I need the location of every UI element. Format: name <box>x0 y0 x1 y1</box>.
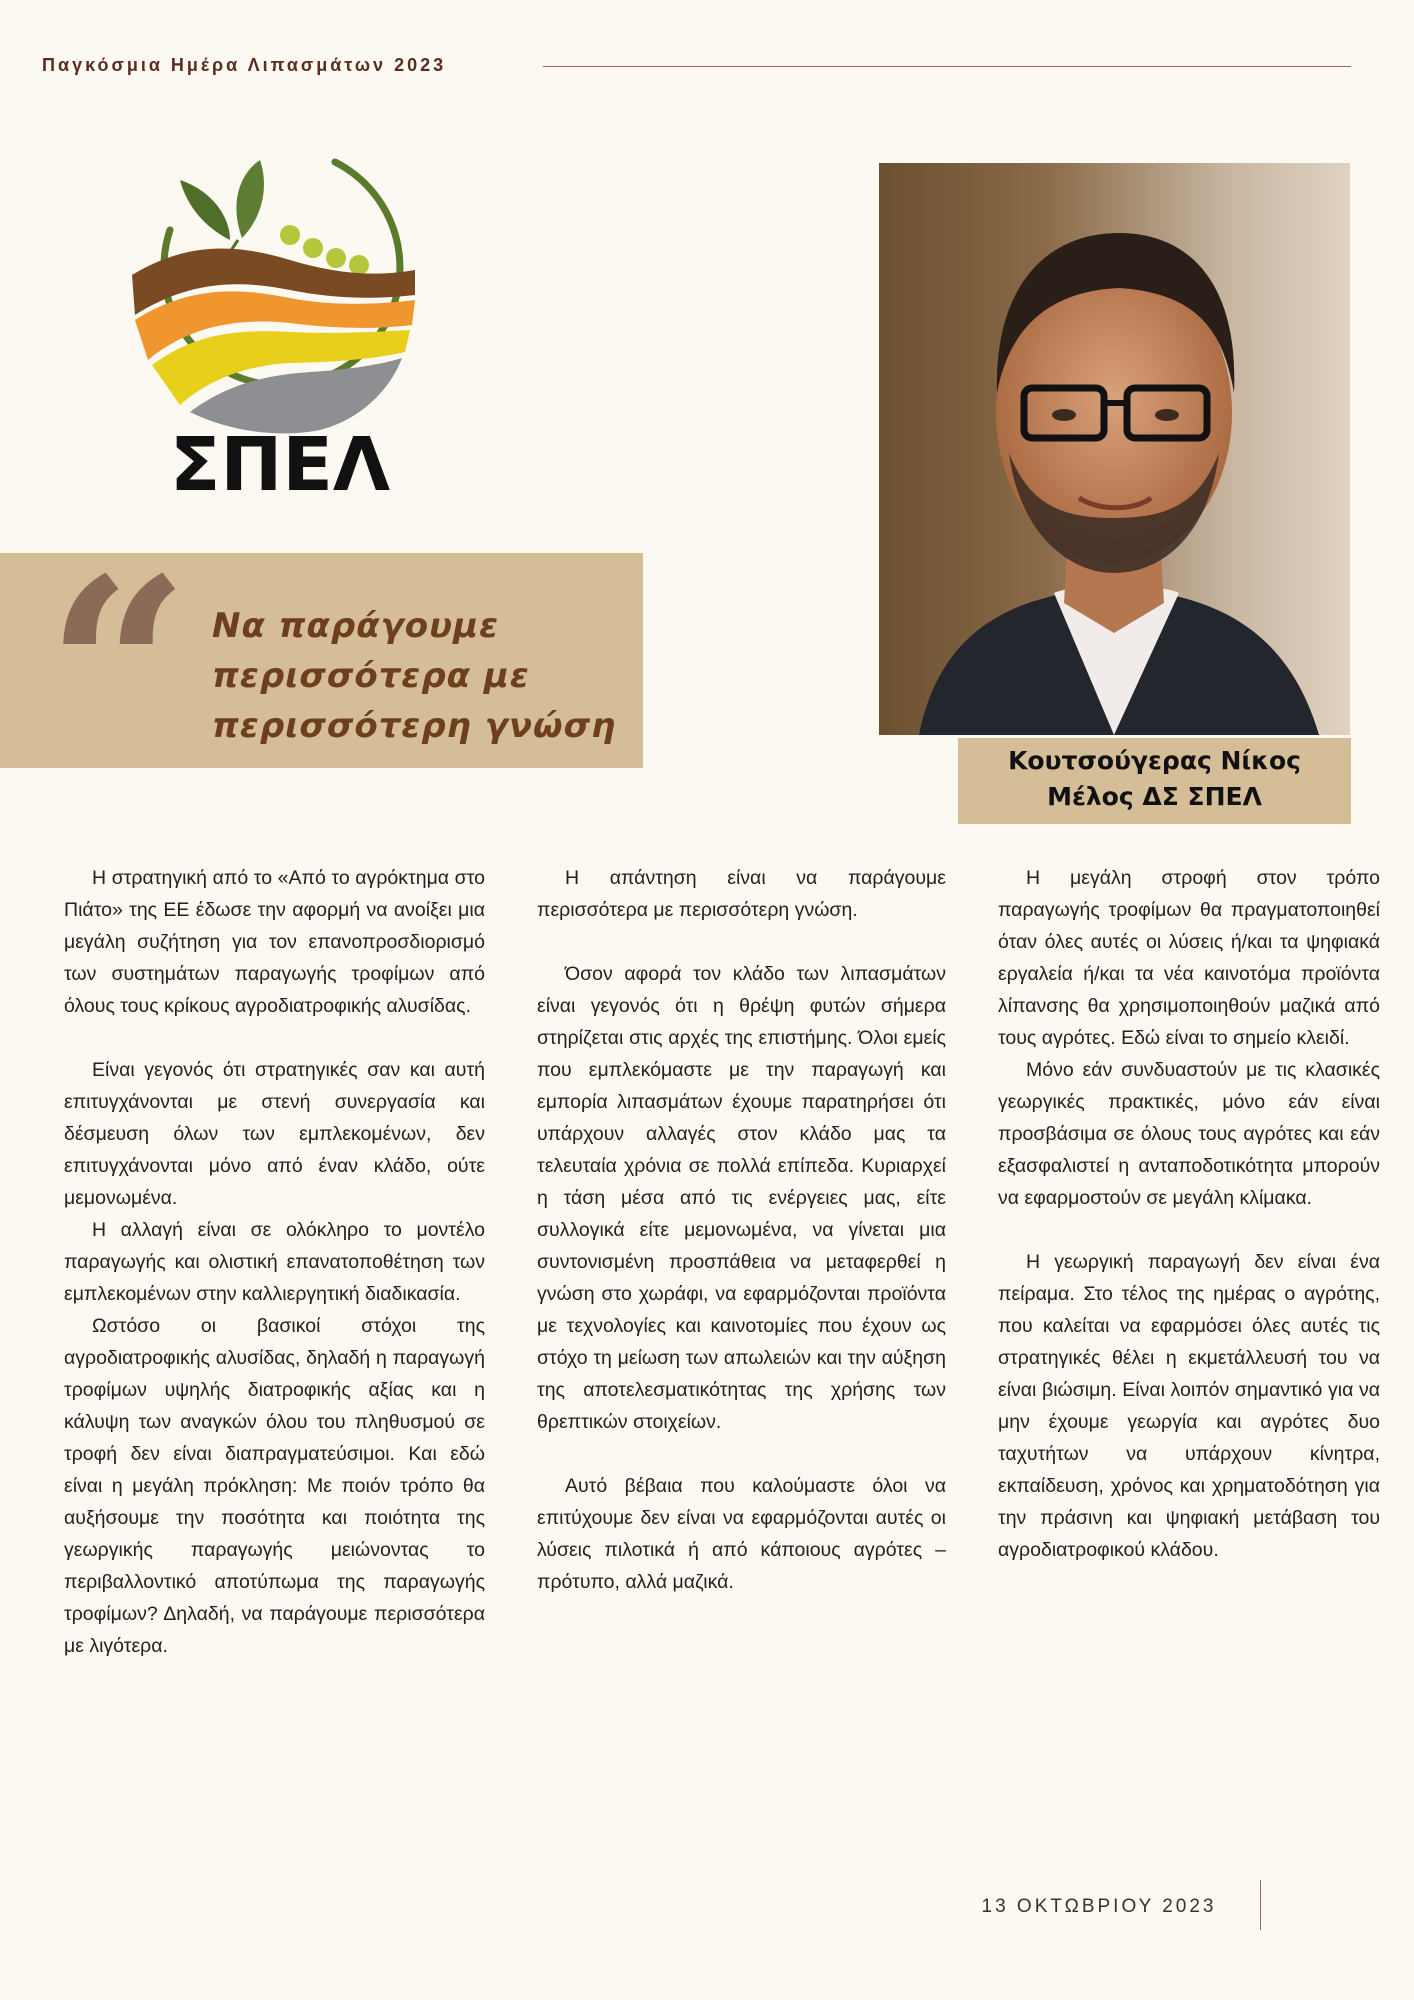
pull-quote-text: Να παράγουμε περισσότερα με περισσότερη γνώση <box>212 606 617 746</box>
page-header-title: Παγκόσμια Ημέρα Λιπασμάτων 2023 <box>42 55 447 75</box>
quote-mark-icon: “ <box>46 523 190 817</box>
spel-logo <box>130 120 430 520</box>
portrait-photo <box>879 163 1350 735</box>
paragraph: Η γεωργική παραγωγή δεν είναι ένα πείραμα. Στο τέλος της ημέρας ο αγρότης, που καλείται να εφαρμόσει όλες αυτές τις στρατηγικές θέλει η εκμετάλλευσή του να είναι βιώσιμη. Είναι λοιπόν σημαντικό για να μην έχουμε γεωργία και αγρότες δυο ταχυτήτων να υπάρχουν κίνητρα, εκπαίδευση, χρόνος και χρηματοδότηση για την πράσινη και ψηφιακή μετάβαση του αγροδιατροφικού κλάδου. <box>998 1251 1380 1561</box>
paragraph: Είναι γεγονός ότι στρατηγικές σαν και αυτή επιτυγχάνονται με στενή συνεργασία και δέσμευση όλων των εμπλεκομένων, δεν επιτυγχάνονται μόνο από έναν κλάδο, ούτε μεμονωμένα. <box>64 1059 485 1209</box>
footer-divider <box>1260 1880 1261 1930</box>
text-column-3 <box>998 862 1380 1566</box>
paragraph: Αυτό βέβαια που καλούμαστε όλοι να επιτύχουμε δεν είναι να εφαρμόζονται αυτές οι λύσεις πιλοτικά ή από κάποιους αγρότες – πρότυπο, αλλά μαζικά. <box>537 1475 946 1593</box>
paragraph: Ωστόσο οι βασικοί στόχοι της αγροδιατροφικής αλυσίδας, δηλαδή η παραγωγή τροφίμων υψηλής διατροφικής αξίας και η κάλυψη των αναγκών όλου του πληθυσμού σε τροφή δεν είναι διαπραγματεύσιμοι. Και εδώ είναι η μεγάλη πρόκληση: Με ποιόν τρόπο θα αυξήσουμε την ποσότητα και ποιότητα της γεωργικής παραγωγής μειώνοντας το περιβαλλοντικό αποτύπωμα της παραγωγής τροφίμων? Δηλαδή, να παράγουμε περισσότερα με λιγότερα. <box>64 1315 485 1657</box>
paragraph: Μόνο εάν συνδυαστούν με τις κλασικές γεωργικές πρακτικές, μόνο εάν είναι προσβάσιμα σε όλους τους αγρότες και εάν εξασφαλιστεί η ανταποδοτικότητα μπορούν να εφαρμοστούν σε μεγάλη κλίμακα. <box>998 1059 1380 1209</box>
person-role: Μέλος ΔΣ ΣΠΕΛ <box>1047 782 1262 811</box>
paragraph: Η στρατηγική από το «Από το αγρόκτημα στο Πιάτο» της ΕΕ έδωσε την αφορμή να ανοίξει μια μεγάλη συζήτηση για τον επανοπροσδιορισμό των συστημάτων παραγωγής τροφίμων από όλους τους κρίκους αγροδιατροφικής αλυσίδας. <box>64 867 485 1017</box>
footer-date: 13 ΟΚΤΩΒΡΙΟΥ 2023 <box>981 1896 1217 1917</box>
text-column-1 <box>64 862 485 1662</box>
text-column-2 <box>537 862 946 1598</box>
logo-text: ΣΠΕΛ <box>169 422 391 508</box>
paragraph: Όσον αφορά τον κλάδο των λιπασμάτων είναι γεγονός ότι η θρέψη φυτών σήμερα στηρίζεται στις αρχές της επιστήμης. Όλοι εμείς που εμπλεκόμαστε με την παραγωγή και εμπορία λιπασμάτων έχουμε παρατηρήσει ότι υπάρχουν αλλαγές στον κλάδο μας τα τελευταία χρόνια σε πολλά επίπεδα. Κυριαρχεί η τάση μέσα από τις ενέργειες μας, είτε συλλογικά είτε μεμονωμένα, να γίνεται μια συντονισμένη προσπάθεια να μεταφερθεί η γνώση στο χωράφι, να εφαρμόζονται προϊόντα με τεχνολογίες και καινοτομίες που έχουν ως στόχο τη μείωση των απωλειών και την αύξηση της αποτελεσματικότητας της χρήσης των θρεπτικών στοιχείων. <box>537 963 946 1433</box>
photo-caption <box>958 738 1351 824</box>
paragraph: Η αλλαγή είναι σε ολόκληρο το μοντέλο παραγωγής και ολιστική επανατοποθέτηση των εμπλεκομένων στην καλλιεργητική διαδικασία. <box>64 1219 485 1305</box>
paragraph: Η απάντηση είναι να παράγουμε περισσότερα με περισσότερη γνώση. <box>537 867 946 921</box>
person-name: Κουτσούγερας Νίκος <box>1008 746 1301 775</box>
paragraph: Η μεγάλη στροφή στον τρόπο παραγωγής τροφίμων θα πραγματοποιηθεί όταν όλες αυτές οι λύσεις ή/και τα ψηφιακά εργαλεία ή/και τα νέα καινοτόμα προϊόντα λίπανσης θα χρησιμοποιηθούν μαζικά από τους αγρότες. Εδώ είναι το σημείο κλειδί. <box>998 867 1380 1049</box>
header-divider <box>543 66 1351 67</box>
